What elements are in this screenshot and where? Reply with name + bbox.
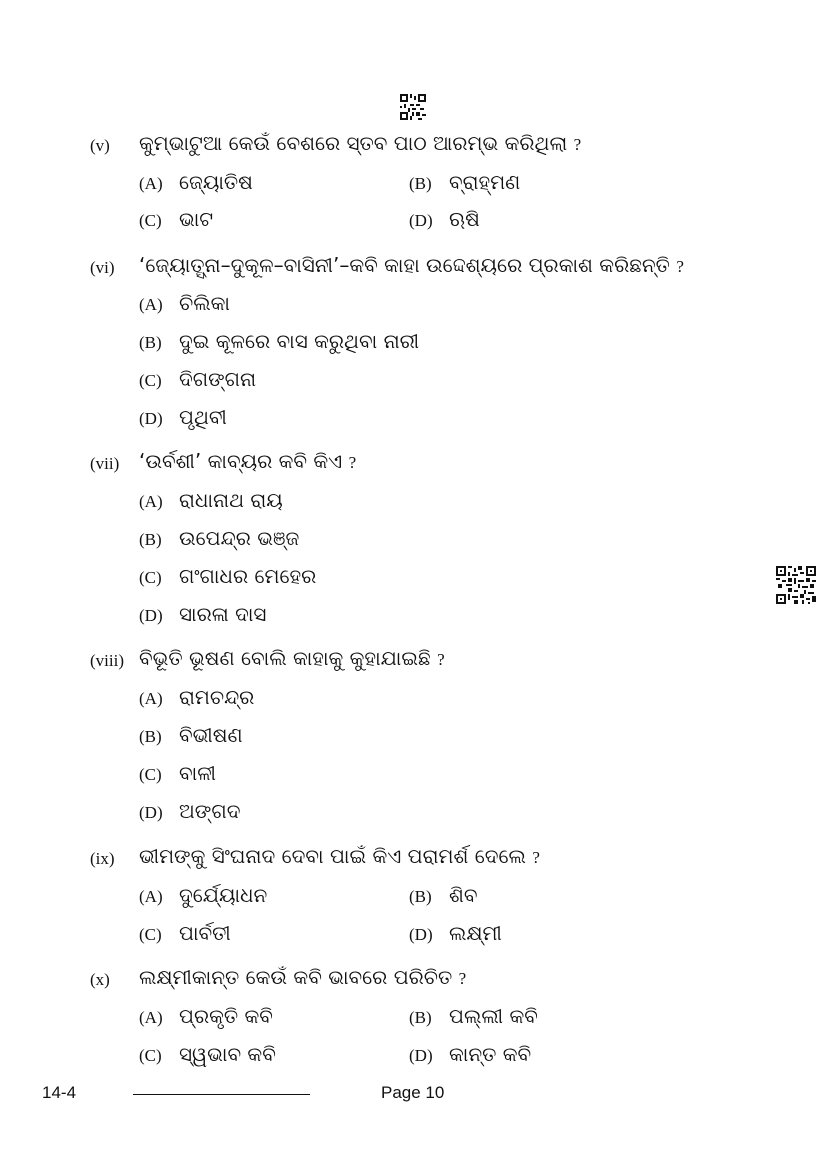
option-b: (B) ବିଭୀଷଣ [139,723,243,747]
option-b: (B) ବ୍ରାହ୍ମଣ [409,170,521,194]
option-a: (A) ପ୍ରକୃତି କବି [139,1004,273,1028]
option-b: (B) ଶିବ [409,883,478,907]
option-c: (C) ଦିଗଙ୍ଗନା [139,367,257,391]
option-d: (D) ଅଙ୍ଗଦ [139,799,241,823]
option-c: (C) ସ୍ୱଭାବ କବି [139,1042,276,1066]
option-d: (D) କାନ୍ତ କବି [409,1042,532,1066]
option-c: (C) ପାର୍ବତୀ [139,921,231,945]
question-text: କୁମ୍ଭାଟୁଆ କେଉଁ ବେଶରେ ସ୍ତବ ପାଠ ଆରମ୍ଭ କରିଥିଲା ? [139,131,582,155]
option-a: (A) ଜ୍ୟୋତିଷ [139,170,253,194]
question-number: (ix) [90,849,115,868]
option-b: (B) ଦୁଇ କୂଳରେ ବାସ କରୁଥିବା ନାରୀ [139,329,420,353]
page-number: Page 10 [381,1083,445,1102]
question-text: ‘ଉର୍ବଶୀ’ କାବ୍ୟର କବି କିଏ ? [139,449,357,473]
option-d: (D) ଋଷି [409,207,480,231]
top-qr-code [400,94,426,120]
option-a: (A) ଚିଲିକା [139,291,230,315]
question-text: ଭୀମଙ୍କୁ ସିଂଘନାଦ ଦେବା ପାଇଁ କିଏ ପରାମର୍ଶ ଦେଲେ ? [139,844,540,868]
option-d: (D) ପୃଥିବୀ [139,405,227,429]
option-a: (A) ଦୁର୍ଯ୍ୟୋଧନ [139,883,268,907]
footer-divider [133,1094,310,1095]
question-text: ବିଭୂତି ଭୂଷଣ ବୋଲି କାହାକୁ କୁହାଯାଇଛି ? [139,646,445,670]
option-c: (C) ଗଂଗାଧର ମେହେର [139,564,317,588]
question-number: (viii) [90,651,124,670]
side-qr-code [776,566,816,604]
question-text: ଲକ୍ଷ୍ମୀକାନ୍ତ କେଉଁ କବି ଭାବରେ ପରିଚିତ ? [139,965,467,989]
paper-code: 14-4 [42,1083,77,1102]
question-number: (vi) [90,258,115,277]
question-number: (v) [90,136,110,155]
question-number: (vii) [90,454,120,473]
question-text: ‘ଜ୍ୟୋତ୍ସ୍ନା–ଦୁକୂଳ–ବାସିନୀ’–କବି କାହା ଉଦ୍ଦେଶ୍ୟରେ ପ୍ରକାଶ କରିଛନ୍ତି ? [139,253,684,277]
option-c: (C) ଭାଟ [139,207,214,231]
option-b: (B) ପଲ୍ଲୀ କବି [409,1004,538,1028]
option-a: (A) ରାଧାନାଥ ରାୟ [139,488,283,512]
option-d: (D) ଲକ୍ଷ୍ମୀ [409,921,502,945]
option-c: (C) ବାଳୀ [139,761,216,785]
option-d: (D) ସାରଳା ଦାସ [139,602,267,626]
option-a: (A) ରାମଚନ୍ଦ୍ର [139,685,255,709]
option-b: (B) ଉପେନ୍ଦ୍ର ଭଞ୍ଜ [139,526,300,550]
question-number: (x) [90,970,110,989]
